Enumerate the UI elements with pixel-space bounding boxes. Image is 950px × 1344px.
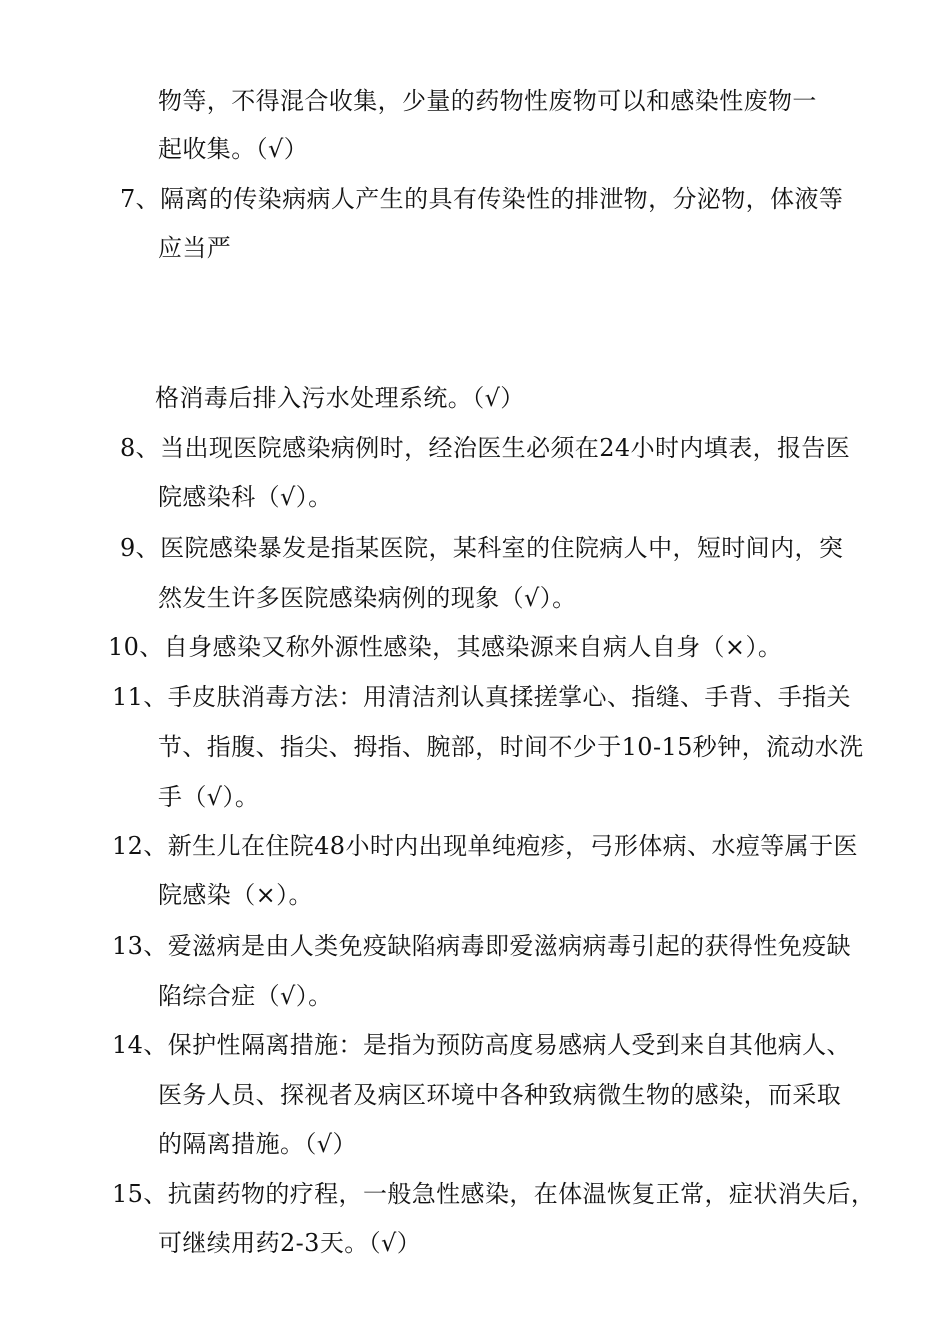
text-line: 节、指腹、指尖、拇指、腕部，时间不少于10-15秒钟，流动水洗: [158, 733, 864, 761]
question-8: 8、当出现医院感染病例时，经治医生必须在24小时内填表，报告医: [120, 434, 851, 462]
question-15: 15、抗菌药物的疗程，一般急性感染，在体温恢复正常，症状消失后，: [112, 1180, 876, 1208]
text-line: 可继续用药2-3天。（√）: [158, 1229, 422, 1257]
question-13: 13、爱滋病是由人类免疫缺陷病毒即爱滋病病毒引起的获得性免疫缺: [112, 932, 851, 960]
question-7: 7、隔离的传染病病人产生的具有传染性的排泄物，分泌物，体液等: [120, 185, 844, 213]
text-line: 然发生许多医院感染病例的现象（√）。: [158, 584, 577, 612]
text-line: 院感染（×）。: [158, 881, 313, 909]
text-line: 医务人员、探视者及病区环境中各种致病微生物的感染，而采取: [158, 1081, 842, 1109]
text-line: 的隔离措施。（√）: [158, 1130, 357, 1158]
text-line: 手（√）。: [158, 783, 260, 811]
text-line: 物等，不得混合收集，少量的药物性废物可以和感染性废物一: [158, 87, 817, 115]
question-11: 11、手皮肤消毒方法：用清洁剂认真揉搓掌心、指缝、手背、手指关: [112, 683, 851, 711]
text-line: 陷综合症（√）。: [158, 982, 333, 1010]
question-12: 12、新生儿在住院48小时内出现单纯疱疹，弓形体病、水痘等属于医: [112, 832, 858, 860]
text-line: 院感染科（√）。: [158, 483, 333, 511]
text-line: 应当严: [158, 234, 232, 262]
question-9: 9、医院感染暴发是指某医院，某科室的住院病人中，短时间内，突: [120, 534, 844, 562]
question-10: 10、自身感染又称外源性感染，其感染源来自病人自身（×）。: [108, 633, 783, 661]
text-line: 格消毒后排入污水处理系统。（√）: [155, 384, 525, 412]
text-line: 起收集。（√）: [158, 135, 309, 163]
question-14: 14、保护性隔离措施：是指为预防高度易感病人受到来自其他病人、: [112, 1031, 851, 1059]
